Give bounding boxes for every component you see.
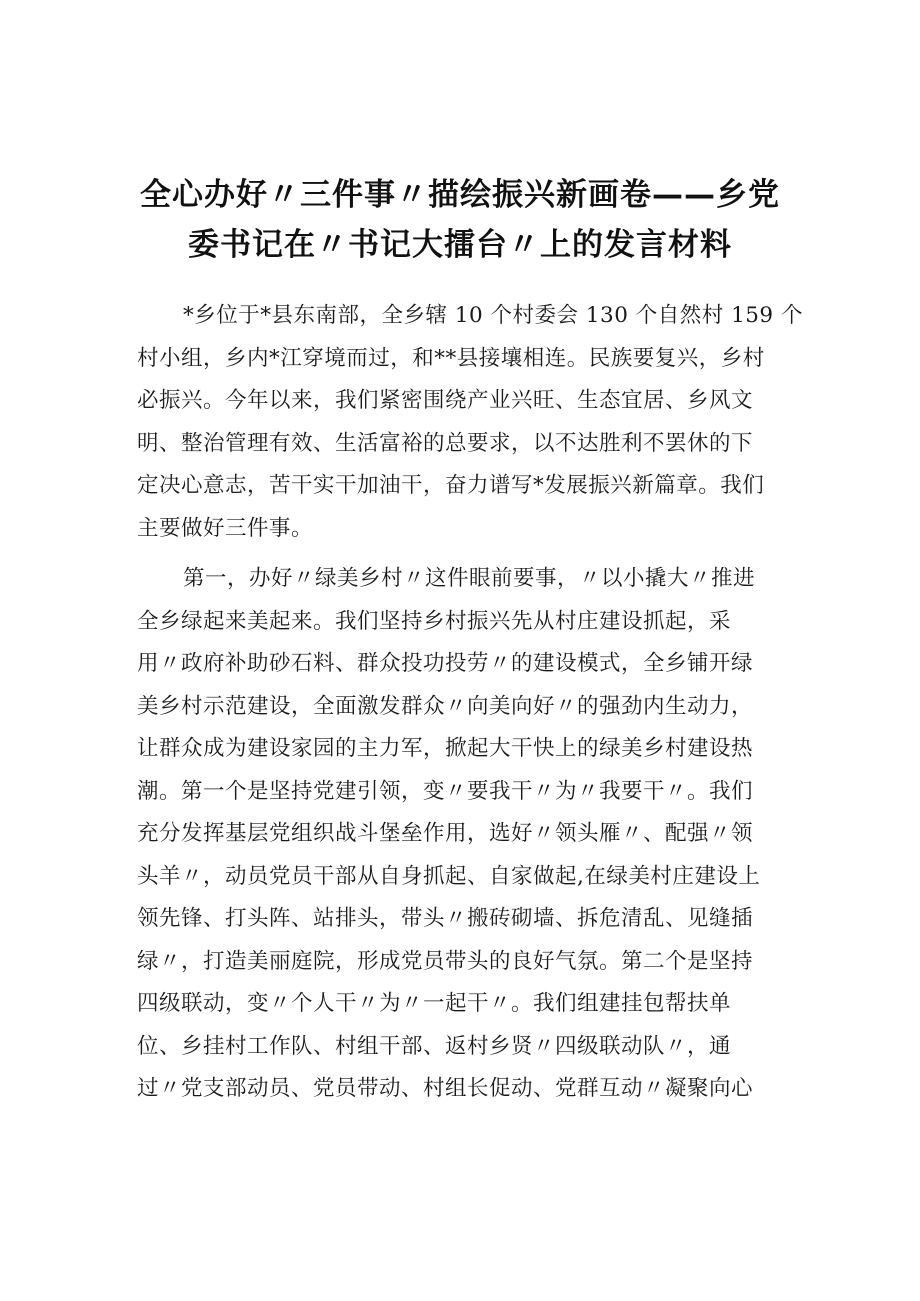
title-line: 全心办好〃三件事〃描绘振兴新画卷——乡党 bbox=[140, 177, 780, 213]
paragraph-line: 过〃党支部动员、党员带动、村组长促动、党群互动〃凝聚向心 bbox=[137, 1076, 754, 1101]
paragraph-line: 村小组，乡内*江穿境而过，和**县接壤相连。民族要复兴，乡村 bbox=[137, 345, 765, 371]
document-title bbox=[130, 170, 790, 270]
paragraph-line: 领先锋、打头阵、站排头，带头〃搬砖砌墙、拆危清乱、见缝插 bbox=[137, 906, 754, 931]
paragraph-line: 定决心意志，苦干实干加油干，奋力谱写*发展振兴新篇章。我们 bbox=[137, 473, 765, 498]
paragraph-line: 潮。第一个是坚持党建引领，变〃要我干〃为〃我要干〃。我们 bbox=[137, 778, 754, 804]
paragraph-line: 全乡绿起来美起来。我们坚持乡村振兴先从村庄建设抓起，采 bbox=[137, 608, 732, 634]
paragraph-line: 四级联动，变〃个人干〃为〃一起干〃。我们组建挂包帮扶单 bbox=[137, 991, 732, 1016]
paragraph-line: 绿〃，打造美丽庭院，形成党员带头的良好气氛。第二个是坚持 bbox=[137, 948, 754, 974]
title-line: 委书记在〃书记大擂台〃上的发言材料 bbox=[188, 227, 732, 263]
paragraph-line: 必振兴。今年以来，我们紧密围绕产业兴旺、生态宜居、乡风文 bbox=[137, 388, 754, 413]
paragraph-line: 头羊〃，动员党员干部从自身抓起、自家做起,在绿美村庄建设上 bbox=[137, 863, 761, 889]
paragraph-line: 主要做好三件事。 bbox=[137, 515, 314, 541]
paragraph-line: 明、整治管理有效、生活富裕的总要求，以不达胜利不罢休的下 bbox=[137, 430, 754, 456]
paragraph-line: 充分发挥基层党组织战斗堡垒作用，选好〃领头雁〃、配强〃领 bbox=[137, 821, 754, 846]
paragraph-line: 第一，办好〃绿美乡村〃这件眼前要事，〃以小撬大〃推进 bbox=[183, 566, 756, 591]
paragraph-line: *乡位于*县东南部，全乡辖 10 个村委会 130 个自然村 159 个 bbox=[183, 303, 803, 328]
paragraph-first-item bbox=[137, 558, 797, 1111]
paragraph-line: 让群众成为建设家园的主力军，掀起大干快上的绿美乡村建设热 bbox=[137, 736, 754, 761]
paragraph-line: 用〃政府补助砂石料、群众投功投劳〃的建设模式，全乡铺开绿 bbox=[137, 651, 754, 676]
paragraph-line: 位、乡挂村工作队、村组干部、返村乡贤〃四级联动队〃，通 bbox=[137, 1033, 732, 1059]
paragraph-intro bbox=[137, 295, 803, 550]
paragraph-line: 美乡村示范建设，全面激发群众〃向美向好〃的强劲内生动力， bbox=[137, 693, 754, 719]
